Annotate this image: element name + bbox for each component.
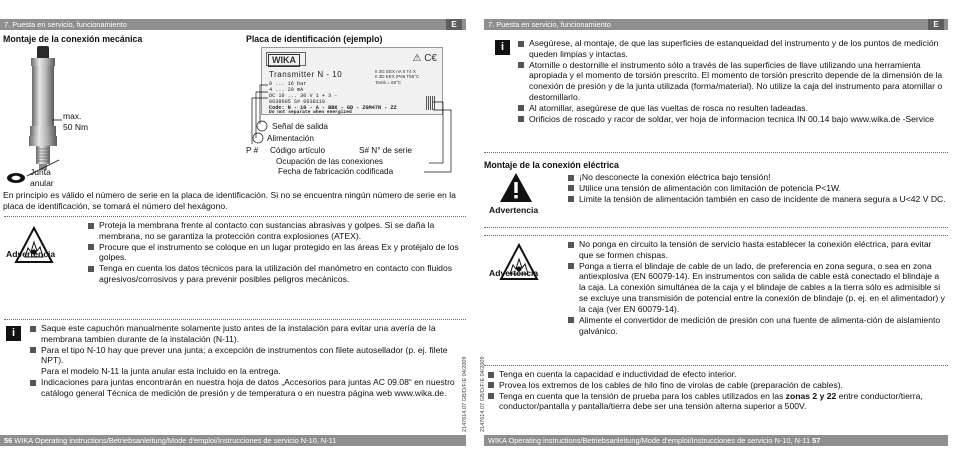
footer-text: WIKA Operating instructions/Betriebsanleitung/Mode d'emploi/Instrucciones de servicio N-10, N-11 — [488, 436, 811, 445]
warning-item: Limite la tensión de alimentación también en caso de incidente de manera segura a U<42 V DC. — [568, 194, 948, 205]
info-icon: i — [6, 326, 21, 341]
section-divider — [484, 152, 948, 153]
info-item: Para el tipo N-10 hay que prever una junta; a excepción de instrumentos con filete autosellador (p. ej. filete NPT). — [30, 345, 466, 367]
document-code: 2147614.07 GB/D/F/E 04/2009 — [462, 356, 468, 432]
torque-value: 50 Nm — [63, 121, 89, 132]
info-list — [30, 323, 466, 399]
spark-warning-list — [568, 239, 948, 336]
page-number: 57 — [812, 436, 821, 445]
nameplate-output: 4 ... 20 mA — [269, 87, 304, 93]
info-item: Atornille o destornille el instrumento sólo a través de las superficies de llave utilizando una herramienta apropiada y el momento de torsión prescrito. El momento de torsión prescrito depende de la dimensión de la conexión de presión y de la junta utilizada (forma/material). No utilize la caja del instrumento para atornillar o destornillarlo. — [518, 60, 948, 103]
serial-number-note: En principio es válido el número de serie en la placa de identificación. Si no se encuentra ningún número de serie en la placa de identificación, se tomará el número del hexágono. — [3, 190, 456, 211]
warning-item: Utilice una tensión de alimentación con limitación de potencia P<1W. — [568, 183, 948, 194]
cable-note-text: Tenga en cuenta que la tensión de prueba para los cables utilizados en las — [499, 390, 786, 401]
info-item-note: Para el modelo N-11 la junta anular esta incluido en la entrega. — [41, 366, 281, 377]
cable-note — [488, 369, 948, 380]
callout-output-signal: Señal de salida — [272, 122, 328, 131]
cable-note — [488, 391, 948, 413]
callout-pn: P # — [246, 146, 259, 155]
page-footer-left — [0, 435, 466, 446]
nameplate-supply: DC 10 ... 30 V 1 + 3 - — [269, 93, 338, 99]
cable-note — [488, 380, 948, 391]
gasket-label-line1: Junta — [30, 167, 51, 177]
warning-divider — [484, 227, 948, 228]
cable-notes-list — [488, 369, 948, 412]
cable-note-text: entre conductor/tierra, conductor/pantalla y pantalla/tierra debe ser una tensión alterna superior a 500V. — [499, 390, 923, 412]
language-badge: E — [446, 19, 462, 30]
zones-emphasis: zonas 2 y 22 — [785, 390, 837, 401]
header-title: 7. Puesta en servicio, funcionamiento — [4, 20, 127, 29]
page-header-right — [484, 19, 948, 30]
electrical-warning-list — [568, 172, 948, 204]
warning-label: Advertencia — [489, 268, 539, 278]
explosion-warning-icon — [14, 226, 54, 266]
warning-item: ¡No desconecte la conexión eléctrica bajo tensión! — [568, 172, 948, 183]
warning-divider — [484, 235, 948, 236]
warning-item: No ponga en circuito la tensión de servicio hasta establecer la conexión eléctrica, para evitar que se formen chispas. — [568, 239, 948, 261]
document-code: 2147614.07 GB/D/F/E 04/2009 — [480, 356, 486, 432]
page-number: 56 — [4, 436, 13, 445]
ex-line-2: II 3D EEX IP65 T85°C — [375, 74, 420, 80]
right-page — [480, 0, 954, 471]
language-badge: E — [928, 19, 944, 30]
page-footer-right — [484, 435, 948, 446]
callout-article-code: Código artículo — [270, 146, 326, 155]
cable-note-text: Provea los extremos de los cables de hilo fino de virolas de cable (preparación de cables). — [499, 379, 843, 390]
callout-serial-number: S# N° de serie — [359, 146, 412, 155]
warning-list — [88, 220, 466, 285]
sealing-ring-image — [6, 172, 26, 184]
heading-nameplate: Placa de identificación (ejemplo) — [246, 34, 383, 44]
nameplate-title: Transmitter N - 10 — [269, 70, 343, 79]
warning-item: Proteja la membrana frente al contacto con sustancias abrasivas y golpes. Si se daña la membrana, no se garantiza la protección contra explosiones (ATEX). — [88, 220, 466, 242]
warning-divider — [484, 365, 948, 366]
info-item: Al atornillar, asegúrese de que las vueltas de rosca no resulten ladeadas. — [518, 103, 948, 114]
warning-item: Procure que el instrumento se coloque en un lugar protegido en las áreas Ex y protéjalo de los golpes. — [88, 242, 466, 264]
warning-label: Advertencia — [6, 249, 56, 259]
heading-electrical-connection: Montaje de la conexión eléctrica — [484, 160, 619, 170]
info-icon: i — [495, 40, 510, 55]
ex-line-3: Tamb = 60°C — [375, 79, 402, 85]
warning-divider — [4, 216, 466, 217]
callout-power-supply: Alimentación — [267, 134, 314, 143]
nameplate-code: Code: N - 10 - A - BBK - GD - ZGM47N - ZZ — [269, 105, 397, 111]
callout-manufacturing-date: Fecha de fabricación codificada — [278, 167, 394, 176]
header-title: 7. Puesta en servicio, funcionamiento — [488, 20, 611, 29]
info-item: Orificios de roscado y racor de soldar, ver hoja de informacion tecnica IN 00.14 bajo www.wika.de -Service — [518, 114, 948, 125]
warning-item: Tenga en cuenta los datos técnicos para la utilización del manómetro en contacto con fluidos agresivos/corrosivos y para prevenir posibles peligros mecánicos. — [88, 263, 466, 285]
info-item: Asegúrese, al montaje, de que las superficies de estanqueidad del instrumento y de los puntos de medición queden limpias y intactas. — [518, 38, 948, 60]
warning-triangle-icon — [499, 172, 533, 204]
page-header-left — [0, 19, 466, 30]
info-divider — [4, 319, 466, 320]
ex-ce-marks: ⚠ C€ — [412, 53, 437, 64]
nameplate-range: 0 ... 16 bar — [269, 81, 307, 87]
warning-label: Advertencia — [489, 205, 539, 215]
heading-mechanical-connection: Montaje de la conexión mecánica — [3, 34, 143, 44]
torque-max: max. — [63, 111, 82, 121]
callout-connection-assignment: Ocupación de las conexiones — [276, 157, 383, 166]
gasket-label — [30, 167, 54, 188]
info-item: Indicaciones para juntas encontrarán en nuestra hoja de datos „Accesorios para juntas AC 09.08“ en nuestro catálogo general Técnica de medición de presión y de temperatura o en nuestra página web www.wika.de. — [30, 377, 466, 399]
torque-label — [63, 111, 88, 132]
gasket-label-line2: anular — [30, 177, 54, 188]
info-item: Saque este capuchón manualmente solamente justo antes de la instalación para evitar una avería de la membrana tambien durante de la instalación (N-11). — [30, 323, 466, 345]
warning-item: Ponga a tierra el blindaje de cable de un lado, de preferencia en zona segura, o sea en zona antiexplosiva (EN 60079-14). En instrumentos con salida de cable está conectado el blindaje a la caja. La conexión simultánea de la caja y el blindaje de cables a la tierra sólo es admisible si se excluye una transmisión de potencial entre la conexión de blindaje (p. ej. en el alimentador) y la caja (ver EN 60079-14). — [568, 261, 948, 315]
info-list — [518, 38, 948, 125]
warning-item: Alimente el convertidor de medición de presión con una fuente de alimenta-ción de aislamiento galvánico. — [568, 315, 948, 337]
cable-note-text: Tenga en cuenta la capacidad e inductividad de efecto interior. — [499, 369, 737, 379]
wika-logo: WIKA — [268, 54, 300, 67]
nameplate-serial: 0638605 S# 0638110 — [269, 99, 326, 105]
nameplate-warning: Do not separate when energized — [269, 110, 352, 115]
ex-line-1: II 3G EEX nA II T4 X — [375, 69, 416, 74]
left-page — [0, 0, 470, 471]
footer-text: WIKA Operating instructions/Betriebsanleitung/Mode d'emploi/Instrucciones de servicio N-10, N-11 — [14, 436, 337, 445]
